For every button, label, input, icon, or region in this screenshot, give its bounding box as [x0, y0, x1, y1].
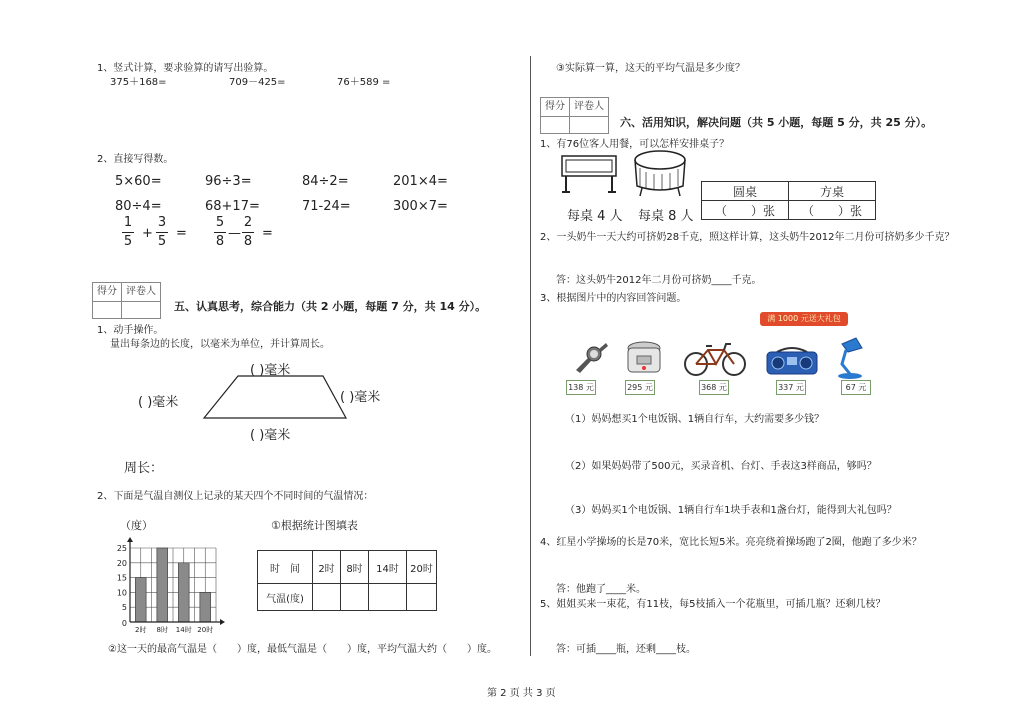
p1-title: 1、动手操作。: [97, 325, 164, 336]
fraction-1a: 1 5: [123, 215, 133, 249]
q1-item-2: 709－425=: [229, 77, 286, 88]
sub2-question: ②这一天的最高气温是（ ）度，最低气温是（ ）度，平均气温大约（ ）度。: [108, 644, 497, 655]
score-label: 得分: [541, 98, 569, 117]
square-table-icon: [560, 152, 620, 198]
calc-1: 5×60=: [115, 174, 162, 189]
bar-14时: [178, 563, 189, 622]
section6-title: 六、活用知识，解决问题（共 5 小题，每题 5 分，共 25 分）。: [620, 116, 933, 129]
grader-label: 评卷人: [122, 283, 160, 302]
radio-recorder-icon: [765, 344, 819, 378]
calc-6: 68+17=: [205, 199, 260, 214]
a4-answer: 答：他跑了____米。: [556, 584, 646, 595]
x-tick-label: 2时: [135, 626, 147, 634]
frac-op-2: —: [228, 226, 241, 241]
fraction-1b: 3 5: [157, 215, 167, 249]
grader-label: 评卷人: [570, 98, 608, 117]
x-axis-arrow: [220, 619, 225, 625]
y-tick-label: 15: [116, 573, 127, 583]
bar-8时: [157, 548, 168, 622]
temperature-table: [257, 550, 437, 611]
trapezoid-top-label: ( )毫米: [250, 363, 291, 378]
y-tick-label: 25: [116, 544, 127, 553]
price-lamp: 67 元: [841, 380, 871, 395]
a5-answer: 答：可插____瓶，还剩____枝。: [556, 644, 696, 655]
bicycle-icon: [682, 338, 748, 380]
table-header-14h: 14时: [369, 551, 407, 584]
score-label: 得分: [93, 283, 121, 302]
a2-answer: 答：这头奶牛2012年二月份可挤奶____千克。: [556, 275, 762, 286]
frac-eq-1: =: [176, 226, 187, 241]
table-row-label: 气温(度): [258, 584, 313, 611]
a3-title: 3、根据图片中的内容回答问题。: [540, 293, 687, 304]
price-rice-cooker: 295 元: [625, 380, 655, 395]
calc-7: 71-24=: [302, 199, 351, 214]
table-cell[interactable]: [341, 584, 369, 611]
frac-op-1: +: [142, 226, 153, 241]
page-footer: 第 2 页 共 3 页: [487, 688, 556, 699]
y-tick-label: 5: [121, 603, 127, 613]
calc-3: 84÷2=: [302, 174, 349, 189]
table-cell[interactable]: [407, 584, 437, 611]
promo-banner: 满 1000 元送大礼包: [760, 312, 848, 326]
a5-title: 5、姐姐买来一束花，有11枝，每5枝插入一个花瓶里，可插几瓶？还剩几枝？: [540, 599, 886, 610]
score-empty: [93, 302, 121, 318]
table-header-2h: 2时: [313, 551, 341, 584]
section5-title: 五、认真思考，综合能力（共 2 小题，每题 7 分，共 14 分）。: [174, 300, 487, 313]
grader-empty: [570, 117, 608, 133]
trapezoid-bottom-label: ( )毫米: [250, 428, 291, 443]
a3-sub1: （1）妈妈想买1个电饭锅、1辆自行车，大约需要多少钱？: [565, 414, 825, 425]
trapezoid-shape: [200, 372, 350, 422]
q1-title: 1、竖式计算，要求验算的请写出验算。: [97, 63, 274, 74]
table-header-20h: 20时: [407, 551, 437, 584]
x-tick-label: 14时: [175, 626, 192, 634]
calc-8: 300×7=: [393, 199, 448, 214]
perimeter-label: 周长：: [124, 461, 164, 476]
q2-title: 2、直接写得数。: [97, 154, 174, 165]
table-header-time: 时 间: [258, 551, 313, 584]
bar-2时: [135, 578, 146, 622]
calc-4: 201×4=: [393, 174, 448, 189]
price-radio: 337 元: [776, 380, 806, 395]
chart-unit-label: （度）: [120, 519, 153, 532]
score-empty: [541, 117, 569, 133]
bar-20时: [200, 592, 211, 622]
trapezoid-right-label: ( )毫米: [340, 390, 381, 405]
column-divider: [530, 56, 531, 656]
cell-round-count[interactable]: （ ）张: [702, 201, 789, 220]
sub1-label: ①根据统计图填表: [271, 519, 358, 532]
square-table-caption: 每桌 4 人: [567, 209, 623, 224]
price-watch: 138 元: [566, 380, 596, 395]
q1-item-3: 76＋589 =: [337, 77, 391, 88]
q3-question: ③实际算一算，这天的平均气温是多少度？: [556, 63, 745, 74]
frac-eq-2: =: [262, 226, 273, 241]
calc-5: 80÷4=: [115, 199, 162, 214]
watch-icon: [566, 340, 610, 376]
header-round-table: 圆桌: [702, 182, 789, 201]
x-tick-label: 20时: [197, 626, 214, 634]
rice-cooker-icon: [623, 340, 665, 378]
round-table-caption: 每桌 8 人: [638, 209, 694, 224]
y-tick-label: 0: [121, 619, 127, 628]
y-tick-label: 20: [116, 558, 127, 568]
table-cell[interactable]: [369, 584, 407, 611]
y-axis-arrow: [127, 537, 133, 542]
fraction-2b: 2 8: [243, 215, 253, 249]
a3-sub2: （2）如果妈妈带了500元，买录音机、台灯、手表这3样商品，够吗？: [565, 461, 877, 472]
q1-item-1: 375＋168=: [110, 77, 167, 88]
a2-title: 2、一头奶牛一天大约可挤奶28千克，照这样计算，这头奶牛2012年二月份可挤奶多少千克？: [540, 232, 955, 243]
calc-2: 96÷3=: [205, 174, 252, 189]
a3-sub3: （3）妈妈买1个电饭锅、1辆自行车1块手表和1盏台灯，能得到大礼包吗？: [565, 505, 897, 516]
table-count-table: [701, 181, 876, 220]
temperature-bar-chart: [108, 536, 230, 636]
fraction-2a: 5 8: [215, 215, 225, 249]
trapezoid-left-label: ( )毫米: [138, 395, 179, 410]
x-tick-label: 8时: [156, 626, 168, 634]
a1-title: 1、有76位客人用餐，可以怎样安排桌子？: [540, 139, 730, 150]
table-cell[interactable]: [313, 584, 341, 611]
y-tick-label: 10: [116, 588, 127, 598]
price-bicycle: 368 元: [699, 380, 729, 395]
score-box-left: [92, 282, 161, 319]
round-table-icon: [632, 148, 688, 200]
cell-square-count[interactable]: （ ）张: [789, 201, 876, 220]
p2-title: 2、下面是气温自测仪上记录的某天四个不同时间的气温情况：: [97, 491, 374, 502]
table-header-8h: 8时: [341, 551, 369, 584]
p1-desc: 量出每条边的长度，以毫米为单位，并计算周长。: [110, 339, 330, 350]
score-box-right: [540, 97, 609, 134]
a4-title: 4、红星小学操场的长是70米，宽比长短5米。亮亮绕着操场跑了2圈，他跑了多少米？: [540, 537, 922, 548]
desk-lamp-icon: [832, 334, 870, 380]
grader-empty: [122, 302, 160, 318]
header-square-table: 方桌: [789, 182, 876, 201]
